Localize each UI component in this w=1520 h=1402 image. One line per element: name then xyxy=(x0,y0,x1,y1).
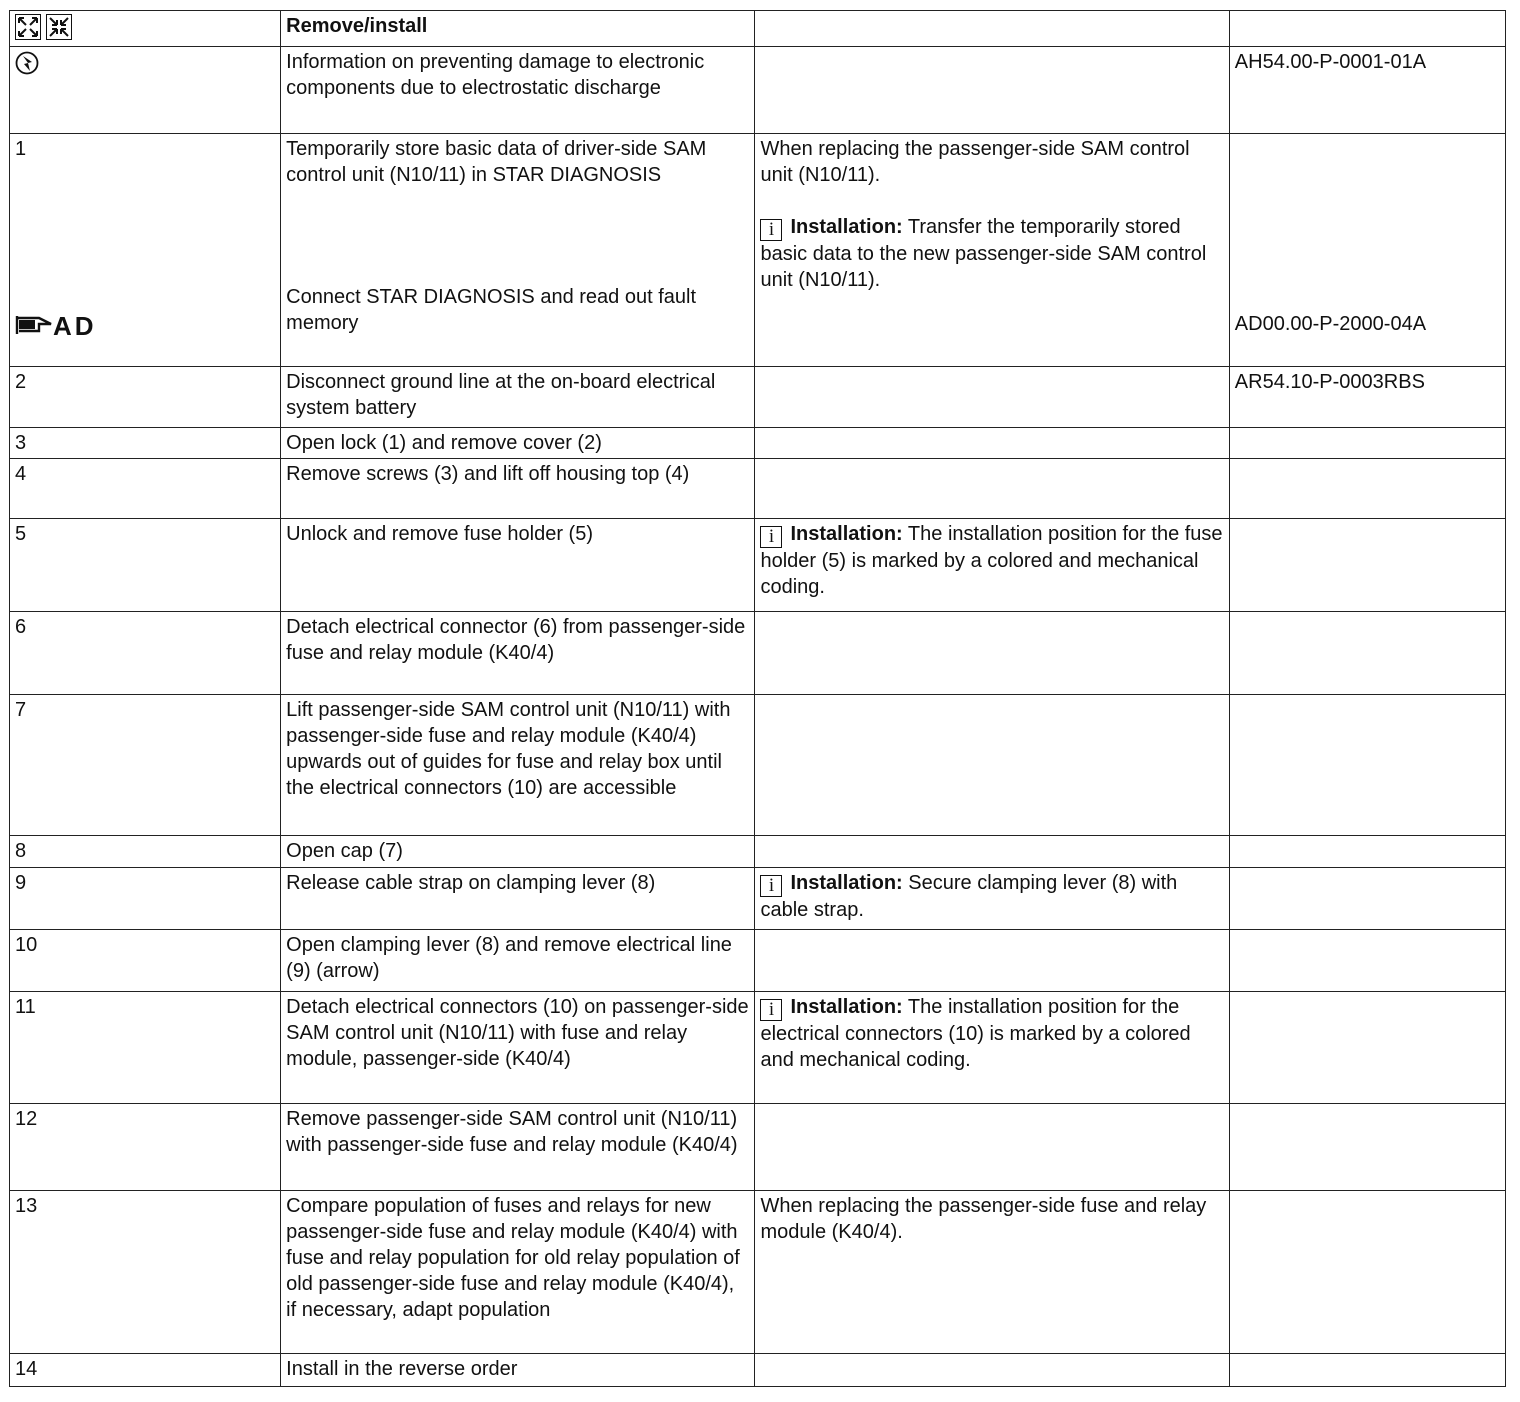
step-number: 14 xyxy=(10,1354,281,1387)
procedure-table xyxy=(9,10,1506,1387)
esd-ref[interactable]: AH54.00-P-0001-01A xyxy=(1229,47,1505,134)
step-text: Install in the reverse order xyxy=(281,1354,755,1387)
step-text: Connect STAR DIAGNOSIS and read out fault memory xyxy=(286,286,696,334)
ad-label-cell xyxy=(15,311,275,346)
esd-warning-icon xyxy=(15,51,39,75)
step-text: Remove screws (3) and lift off housing top (4) xyxy=(281,459,755,519)
info-icon: i xyxy=(760,219,782,241)
install-note: Transfer the temporarily stored basic data to the new passenger-side SAM control unit (N10/11). xyxy=(760,216,1207,291)
step-text: Detach electrical connector (6) from passenger-side fuse and relay module (K40/4) xyxy=(281,612,755,695)
step-number: 7 xyxy=(10,695,281,836)
step-note: When replacing the passenger-side SAM control unit (N10/11). xyxy=(760,138,1190,186)
step-text: Open clamping lever (8) and remove electrical line (9) (arrow) xyxy=(281,930,755,992)
step-text: Remove passenger-side SAM control unit (N10/11) with passenger-side fuse and relay module (K40/4) xyxy=(281,1104,755,1191)
step-number: 9 xyxy=(10,868,281,930)
step-note: When replacing the passenger-side fuse and relay module (K40/4). xyxy=(755,1191,1229,1354)
installation-label: Installation: xyxy=(790,996,903,1018)
table-row xyxy=(10,992,1506,1104)
step-text: Disconnect ground line at the on-board electrical system battery xyxy=(281,367,755,428)
table-row xyxy=(10,695,1506,836)
table-row xyxy=(10,428,1506,459)
step-ref[interactable]: AD00.00-P-2000-04A xyxy=(1234,313,1427,335)
installation-label: Installation: xyxy=(790,872,903,894)
ad-label: AD xyxy=(53,311,97,341)
expand-icon[interactable] xyxy=(15,14,41,40)
step-text: Compare population of fuses and relays for new passenger-side fuse and relay module (K40/4) with fuse and relay population for old relay population of old passenger-side fuse and relay module (K40/4), if necessary, adapt population xyxy=(281,1191,755,1354)
table-row xyxy=(10,868,1506,930)
installation-label: Installation: xyxy=(790,216,903,238)
step-number: 13 xyxy=(10,1191,281,1354)
table-row xyxy=(10,1191,1506,1354)
table-row xyxy=(10,1354,1506,1387)
install-note: Secure clamping lever (8) with cable strap. xyxy=(760,872,1178,921)
table-row xyxy=(10,612,1506,695)
step-ref[interactable]: AR54.10-P-0003RBS xyxy=(1229,367,1505,428)
step-text: Open cap (7) xyxy=(281,836,755,868)
installation-label: Installation: xyxy=(790,523,903,545)
table-row xyxy=(10,367,1506,428)
info-icon: i xyxy=(760,875,782,897)
info-icon: i xyxy=(760,526,782,548)
collapse-icon[interactable] xyxy=(46,14,72,40)
step-text: Detach electrical connectors (10) on passenger-side SAM control unit (N10/11) with fuse and relay module, passenger-side (K40/4) xyxy=(281,992,755,1104)
step-number: 6 xyxy=(10,612,281,695)
esd-row xyxy=(10,47,1506,134)
step-number: 2 xyxy=(10,367,281,428)
step-number: 8 xyxy=(10,836,281,868)
table-row xyxy=(10,459,1506,519)
step-number: 11 xyxy=(10,992,281,1104)
install-note: The installation position for the fuse holder (5) is marked by a colored and mechanical coding. xyxy=(760,523,1223,598)
step-number: 3 xyxy=(10,428,281,459)
step-number: 10 xyxy=(10,930,281,992)
table-row xyxy=(10,519,1506,612)
step-number: 1 xyxy=(15,138,27,160)
table-row xyxy=(10,134,1506,367)
step-text: Release cable strap on clamping lever (8) xyxy=(281,868,755,930)
step-number: 5 xyxy=(10,519,281,612)
header-icons-cell xyxy=(10,11,281,47)
pointing-hand-icon xyxy=(15,313,53,346)
step-text: Open lock (1) and remove cover (2) xyxy=(281,428,755,459)
table-row xyxy=(10,836,1506,868)
header-row xyxy=(10,11,1506,47)
info-icon: i xyxy=(760,999,782,1021)
install-note: The installation position for the electrical connectors (10) is marked by a colored and mechanical coding. xyxy=(760,996,1191,1071)
step-number: 12 xyxy=(10,1104,281,1191)
step-text: Unlock and remove fuse holder (5) xyxy=(281,519,755,612)
step-number: 4 xyxy=(10,459,281,519)
table-row xyxy=(10,930,1506,992)
header-title: Remove/install xyxy=(281,11,755,47)
step-text: Temporarily store basic data of driver-side SAM control unit (N10/11) in STAR DIAGNOSIS xyxy=(286,138,707,186)
step-text: Lift passenger-side SAM control unit (N10/11) with passenger-side fuse and relay module (K40/4) upwards out of guides for fuse and relay box until the electrical connectors (10) are accessible xyxy=(281,695,755,836)
table-row xyxy=(10,1104,1506,1191)
esd-text: Information on preventing damage to electronic components due to electrostatic discharge xyxy=(281,47,755,134)
